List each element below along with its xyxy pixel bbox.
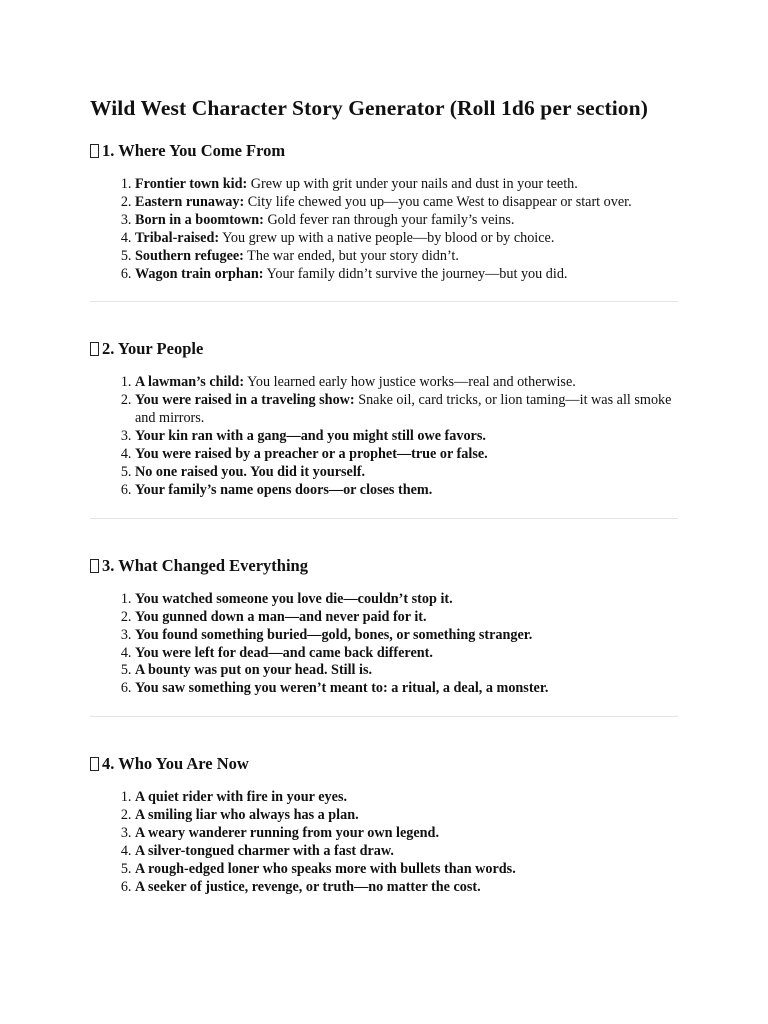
missing-glyph-icon <box>90 342 99 356</box>
list-item: 1. Frontier town kid: Grew up with grit under your nails and dust in your teeth. <box>135 176 678 194</box>
numbered-list <box>90 789 678 896</box>
missing-glyph-icon <box>90 559 99 573</box>
section-what-changed-everything <box>90 555 678 698</box>
numbered-list <box>90 176 678 283</box>
section-divider <box>90 518 678 519</box>
list-item: 1. A lawman’s child: You learned early how justice works—real and otherwise. <box>135 374 678 392</box>
section-heading: 4. Who You Are Now <box>90 753 678 775</box>
list-item: 5. A rough-edged loner who speaks more with bullets than words. <box>135 861 678 879</box>
section-divider <box>90 301 678 302</box>
list-item: 6. A seeker of justice, revenge, or truth—no matter the cost. <box>135 879 678 897</box>
list-item: 5. Southern refugee: The war ended, but your story didn’t. <box>135 248 678 266</box>
list-item: 2. A smiling liar who always has a plan. <box>135 807 678 825</box>
list-item: 2. Eastern runaway: City life chewed you up—you came West to disappear or start over. <box>135 194 678 212</box>
list-item: 1. You watched someone you love die—couldn’t stop it. <box>135 591 678 609</box>
missing-glyph-icon <box>90 757 99 771</box>
section-heading: 2. Your People <box>90 338 678 360</box>
list-item: 3. Born in a boomtown: Gold fever ran through your family’s veins. <box>135 212 678 230</box>
section-where-you-come-from <box>90 140 678 283</box>
missing-glyph-icon <box>90 144 99 158</box>
document-title: Wild West Character Story Generator (Roll 1d6 per section) <box>90 96 648 120</box>
section-heading: 1. Where You Come From <box>90 140 678 162</box>
section-your-people <box>90 338 678 499</box>
list-item: 4. Tribal-raised: You grew up with a native people—by blood or by choice. <box>135 230 678 248</box>
list-item: 6. Your family’s name opens doors—or closes them. <box>135 482 678 500</box>
list-item: 3. A weary wanderer running from your own legend. <box>135 825 678 843</box>
list-item: 5. No one raised you. You did it yourself. <box>135 464 678 482</box>
list-item: 2. You gunned down a man—and never paid for it. <box>135 609 678 627</box>
list-item: 1. A quiet rider with fire in your eyes. <box>135 789 678 807</box>
list-item: 3. Your kin ran with a gang—and you might still owe favors. <box>135 428 678 446</box>
list-item: 4. You were left for dead—and came back different. <box>135 645 678 663</box>
list-item: 5. A bounty was put on your head. Still is. <box>135 662 678 680</box>
numbered-list <box>90 374 678 499</box>
list-item: 4. A silver-tongued charmer with a fast draw. <box>135 843 678 861</box>
list-item: 6. Wagon train orphan: Your family didn’t survive the journey—but you did. <box>135 266 678 284</box>
list-item: 2. You were raised in a traveling show: Snake oil, card tricks, or lion taming—it was all smoke and mirrors. <box>135 392 678 428</box>
section-divider <box>90 716 678 717</box>
section-heading: 3. What Changed Everything <box>90 555 678 577</box>
list-item: 3. You found something buried—gold, bones, or something stranger. <box>135 627 678 645</box>
list-item: 6. You saw something you weren’t meant to: a ritual, a deal, a monster. <box>135 680 678 698</box>
section-who-you-are-now <box>90 753 678 896</box>
numbered-list <box>90 591 678 698</box>
list-item: 4. You were raised by a preacher or a prophet—true or false. <box>135 446 678 464</box>
